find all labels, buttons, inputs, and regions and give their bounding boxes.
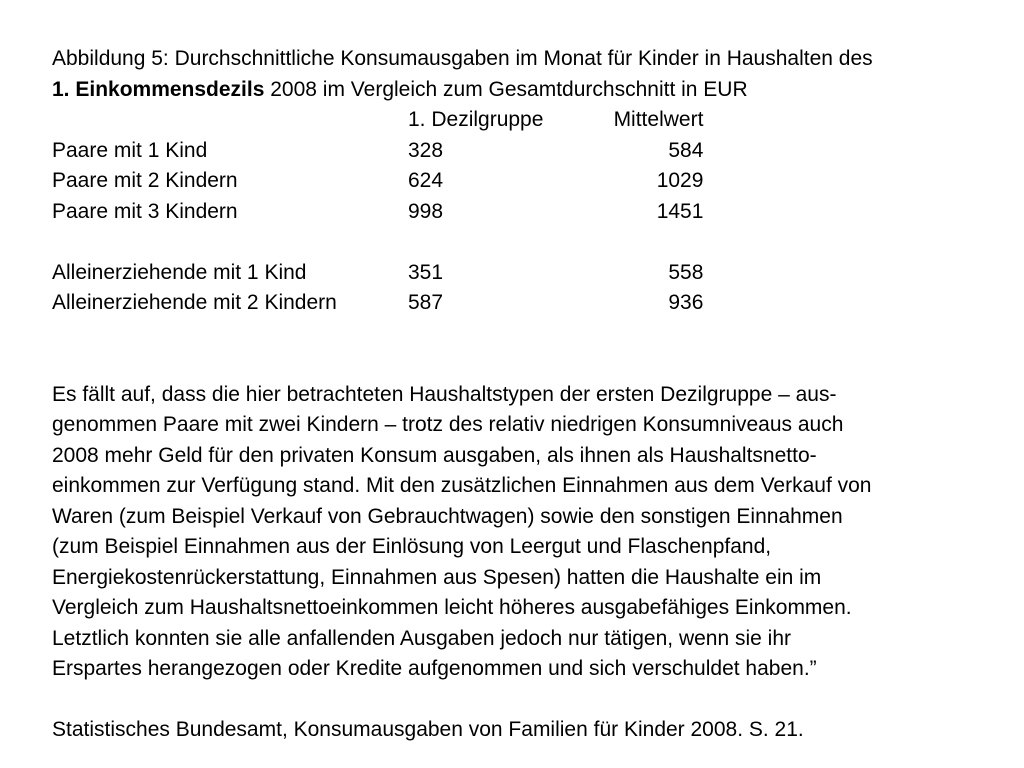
row-mittel-value: 558 xyxy=(668,260,704,284)
table-row xyxy=(52,197,703,228)
table-row xyxy=(52,258,703,289)
table-row xyxy=(52,166,703,197)
row-mittel-value: 584 xyxy=(668,138,704,162)
paragraph-line: Energiekostenrückerstattung, Einnahmen aus Spesen) hatten die Haushalte ein im xyxy=(52,565,822,589)
table-header-row xyxy=(52,105,703,136)
row-dezil-value: 351 xyxy=(408,260,444,284)
paragraph-line: Vergleich zum Haushaltsnettoeinkommen leicht höheres ausgabefähiges Einkommen. xyxy=(52,596,852,619)
paragraph-line: einkommen zur Verfügung stand. Mit den zusätzlichen Einnahmen aus dem Verkauf von xyxy=(52,474,872,497)
caption-rest-text: 2008 im Vergleich zum Gesamtdurchschnitt in EUR xyxy=(264,77,748,101)
paragraph-line: Es fällt auf, dass die hier betrachteten Haushaltstypen der ersten Dezilgruppe – aus- xyxy=(52,382,837,406)
paragraph-line: 2008 mehr Geld für den privaten Konsum ausgaben, als ihnen als Haushaltsnetto- xyxy=(52,443,817,467)
header-mittelwert: Mittelwert xyxy=(613,108,704,131)
paragraph-line: (zum Beispiel Einnahmen aus der Einlösung von Leergut und Flaschenpfand, xyxy=(52,535,772,558)
header-dezilgruppe: 1. Dezilgruppe xyxy=(408,108,544,131)
commentary-paragraph xyxy=(52,380,982,685)
row-mittel-value: 1451 xyxy=(656,199,704,223)
table-row xyxy=(52,136,703,167)
row-dezil-value: 998 xyxy=(408,199,444,223)
paragraph-line: Letztlich konnten sie alle anfallenden Ausgaben jedoch nur tätigen, wenn sie ihr xyxy=(52,626,792,650)
table-row xyxy=(52,288,703,319)
caption-bold-text: 1. Einkommensdezils xyxy=(52,77,265,101)
figure-caption-line-2 xyxy=(52,75,982,106)
row-label: Alleinerziehende mit 1 Kind xyxy=(52,260,307,284)
row-mittel-value: 936 xyxy=(668,291,704,314)
row-label: Paare mit 2 Kindern xyxy=(52,169,238,192)
consumption-table xyxy=(52,105,703,319)
row-label: Alleinerziehende mit 2 Kindern xyxy=(52,291,337,314)
table-spacer-row xyxy=(52,227,703,258)
header-blank xyxy=(52,105,408,136)
source-citation: Statistisches Bundesamt, Konsumausgaben von Familien für Kinder 2008. S. 21. xyxy=(52,718,804,741)
row-dezil-value: 328 xyxy=(408,138,444,162)
row-mittel-value: 1029 xyxy=(656,169,704,192)
paragraph-line: Waren (zum Beispiel Verkauf von Gebrauchtwagen) sowie den sonstigen Einnahmen xyxy=(52,504,843,528)
row-label: Paare mit 3 Kindern xyxy=(52,199,238,223)
row-dezil-value: 624 xyxy=(408,169,444,192)
row-label: Paare mit 1 Kind xyxy=(52,138,208,162)
paragraph-line: Erspartes herangezogen oder Kredite aufgenommen und sich verschuldet haben.” xyxy=(52,657,817,680)
row-dezil-value: 587 xyxy=(408,291,444,314)
slide-content xyxy=(52,44,982,746)
paragraph-line: genommen Paare mit zwei Kindern – trotz des relativ niedrigen Konsumniveaus auch xyxy=(52,413,844,436)
figure-caption-line-1: Abbildung 5: Durchschnittliche Konsumausgaben im Monat für Kinder in Haushalten des xyxy=(52,47,873,70)
